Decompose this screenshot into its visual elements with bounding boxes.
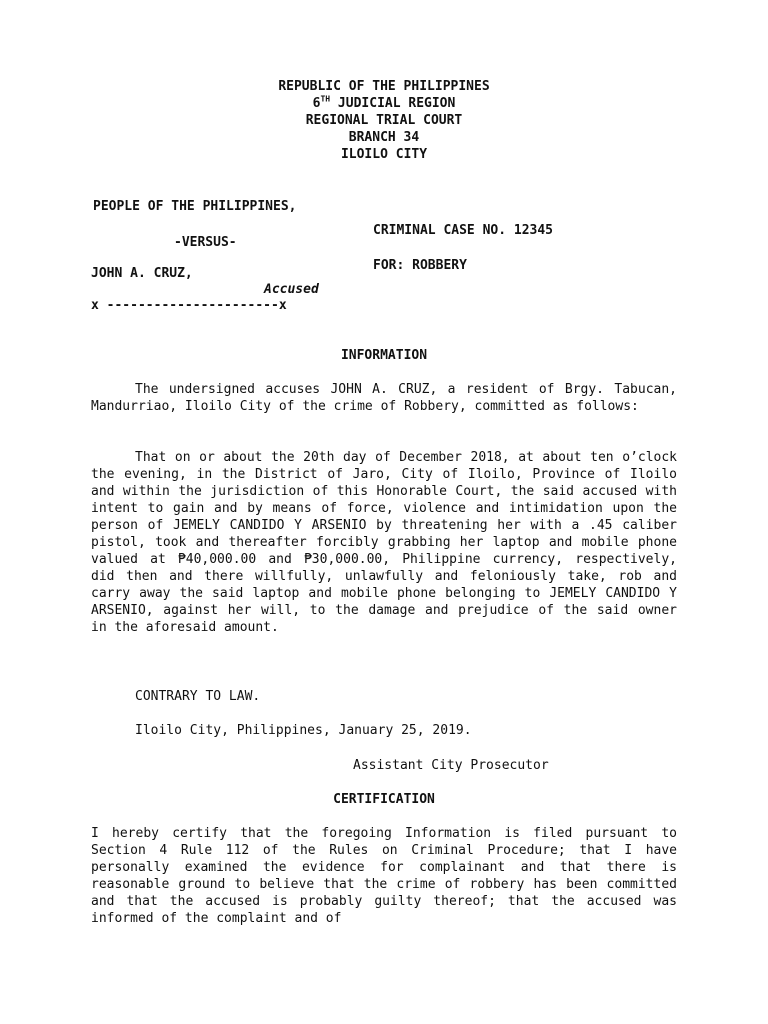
caption-versus: -VERSUS- xyxy=(174,235,237,250)
contrary-to-law: CONTRARY TO LAW. xyxy=(135,689,261,704)
caption-case-number: CRIMINAL CASE NO. 12345 xyxy=(373,223,554,238)
information-paragraph-1 xyxy=(91,381,677,415)
caption-offense: FOR: ROBBERY xyxy=(373,258,467,273)
header-city: ILOILO CITY xyxy=(340,147,428,162)
certification-title: CERTIFICATION xyxy=(333,792,435,807)
header-judicial-region xyxy=(0,95,768,112)
caption-accused-label: Accused xyxy=(264,282,319,297)
certification-body: I hereby certify that the foregoing Information is filed pursuant to Section 4 Rule 112 of the Rules on Criminal Procedure; that I have personally examined the evidence for complainant and that there is reasonable ground to believe that the crime of robbery has been committed and that the accused is probably guilty thereof; that the accused was informed of the complaint and of xyxy=(91,826,677,926)
header-republic: REPUBLIC OF THE PHILIPPINES xyxy=(278,79,490,94)
signatory-title: Assistant City Prosecutor xyxy=(353,758,549,773)
header-region-text: JUDICIAL REGION xyxy=(330,96,456,111)
place-and-date: Iloilo City, Philippines, January 25, 2019. xyxy=(135,723,472,738)
information-title: INFORMATION xyxy=(340,348,428,363)
header-region-number: 6 xyxy=(312,96,321,111)
caption-accused-name: JOHN A. CRUZ, xyxy=(91,266,193,281)
caption-rule: x ----------------------x xyxy=(91,298,287,313)
header-region-suffix: TH xyxy=(320,94,331,104)
header-branch: BRANCH 34 xyxy=(348,130,420,145)
header-court: REGIONAL TRIAL COURT xyxy=(305,113,463,128)
information-paragraph-1-text: The undersigned accuses JOHN A. CRUZ, a resident of Brgy. Tabucan, Mandurriao, Iloilo City of the crime of Robbery, committed as follows: xyxy=(91,382,677,414)
information-paragraph-2-text: That on or about the 20th day of December 2018, at about ten o’clock the evening, in the District of Jaro, City of Iloilo, Province of Iloilo and within the jurisdiction of this Honorable Court, the said accused with intent to gain and by means of force, violence and intimidation upon the person of JEMELY CANDIDO Y ARSENIO by threatening her with a .45 caliber pistol, took and thereafter forcibly grabbing her laptop and mobile phone valued at ₱40,000.00 and ₱30,000.00, Philippine currency, respectively, did then and there willfully, unlawfully and feloniously take, rob and carry away the said laptop and mobile phone belonging to JEMELY CANDIDO Y ARSENIO, against her will, to the damage and prejudice of the said owner in the aforesaid amount. xyxy=(91,450,677,635)
caption-plaintiff: PEOPLE OF THE PHILIPPINES, xyxy=(93,199,297,214)
information-paragraph-2 xyxy=(91,449,677,636)
